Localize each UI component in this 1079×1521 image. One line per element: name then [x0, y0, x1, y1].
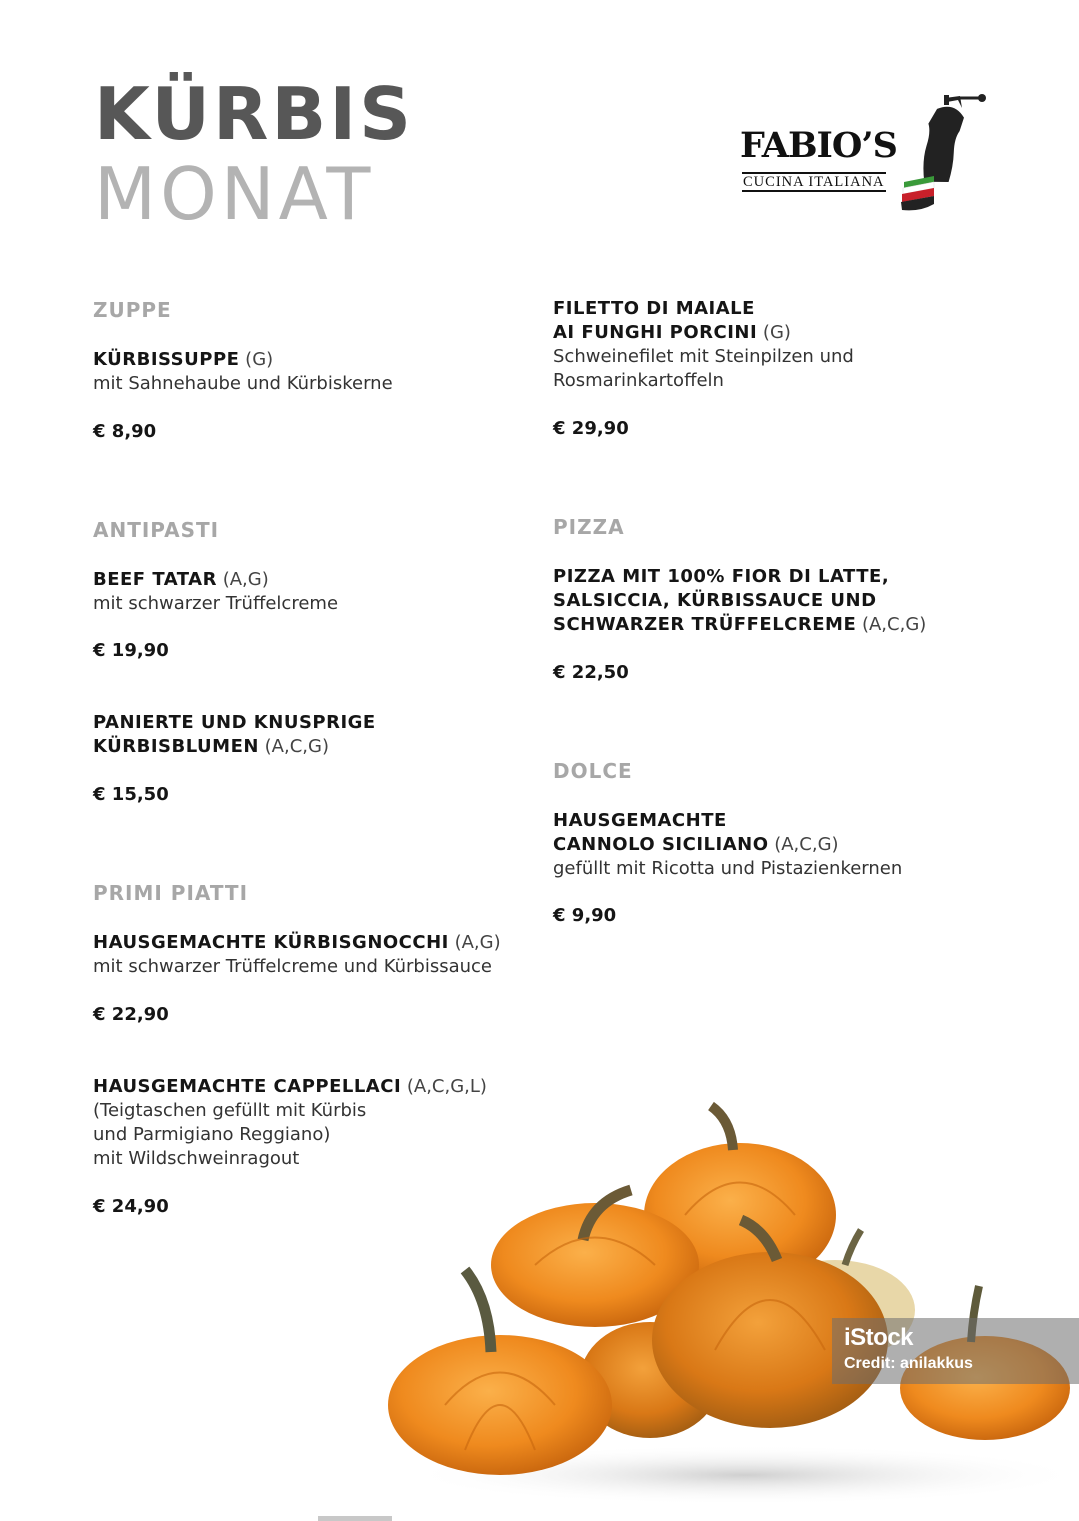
price-kuerbissuppe: € 8,90 — [93, 421, 157, 442]
menu-item-beef-tatar — [93, 568, 338, 616]
item-allergens: (A,G) — [448, 932, 501, 953]
item-name: KÜRBISSUPPE — [93, 349, 240, 370]
price-gnocchi: € 22,90 — [93, 1004, 169, 1025]
item-allergens: (G) — [239, 349, 274, 370]
item-description: mit Wildschweinragout — [93, 1148, 300, 1169]
item-description: mit Sahnehaube und Kürbiskerne — [93, 373, 393, 394]
restaurant-logo — [740, 90, 990, 215]
section-antipasti: ANTIPASTI — [93, 518, 220, 542]
price-filetto: € 29,90 — [553, 418, 629, 439]
item-name: HAUSGEMACHTE CAPPELLACI — [93, 1076, 402, 1097]
item-description: (Teigtaschen gefüllt mit Kürbis — [93, 1100, 367, 1121]
item-name: SCHWARZER TRÜFFELCREME — [553, 614, 857, 635]
item-name: HAUSGEMACHTE KÜRBISGNOCCHI — [93, 932, 449, 953]
item-name: PIZZA MIT 100% FIOR DI LATTE, — [553, 566, 890, 587]
item-allergens: (G) — [757, 322, 791, 343]
photo-credit: Credit: anilakkus — [844, 1355, 973, 1372]
item-name: PANIERTE UND KNUSPRIGE — [93, 712, 376, 733]
pumpkin-photo — [385, 1090, 1079, 1510]
price-cappellaci: € 24,90 — [93, 1196, 169, 1217]
item-description: Rosmarinkartoffeln — [553, 370, 724, 391]
section-zuppe: ZUPPE — [93, 298, 172, 322]
pepper-mill-icon — [890, 90, 990, 215]
item-allergens: (A,G) — [216, 569, 269, 590]
menu-item-kuerbisblumen — [93, 711, 376, 759]
item-allergens: (A,C,G) — [856, 614, 927, 635]
item-name: KÜRBISBLUMEN — [93, 736, 259, 757]
item-name: CANNOLO SICILIANO — [553, 834, 769, 855]
price-beef-tatar: € 19,90 — [93, 640, 169, 661]
item-description: mit schwarzer Trüffelcreme und Kürbissauce — [93, 956, 493, 977]
item-allergens: (A,C,G) — [768, 834, 839, 855]
item-description: mit schwarzer Trüffelcreme — [93, 593, 339, 614]
menu-item-gnocchi — [93, 931, 501, 979]
page-title-line1: KÜRBIS — [94, 72, 414, 156]
logo-name: FABIO’S — [740, 125, 897, 166]
page-title-line2: MONAT — [94, 152, 375, 236]
item-description: und Parmigiano Reggiano) — [93, 1124, 331, 1145]
logo-subtitle: CUCINA ITALIANA — [743, 174, 885, 190]
item-name: FILETTO DI MAIALE — [553, 298, 755, 319]
section-pizza: PIZZA — [553, 515, 625, 539]
item-description: gefüllt mit Ricotta und Pistazienkernen — [553, 858, 903, 879]
menu-item-kuerbissuppe — [93, 348, 393, 396]
istock-logo: iStock — [844, 1324, 914, 1351]
item-allergens: (A,C,G,L) — [401, 1076, 487, 1097]
menu-item-pizza — [553, 565, 926, 637]
bottom-edge-mark — [318, 1516, 392, 1521]
item-allergens: (A,C,G) — [258, 736, 329, 757]
istock-watermark — [832, 1318, 1079, 1384]
item-name: HAUSGEMACHTE — [553, 810, 727, 831]
section-dolce: DOLCE — [553, 759, 633, 783]
price-kuerbisblumen: € 15,50 — [93, 784, 169, 805]
item-name: SALSICCIA, KÜRBISSAUCE UND — [553, 590, 877, 611]
item-description: Schweinefilet mit Steinpilzen und — [553, 346, 854, 367]
item-name: BEEF TATAR — [93, 569, 217, 590]
menu-item-cannolo — [553, 809, 902, 881]
price-pizza: € 22,50 — [553, 662, 629, 683]
price-cannolo: € 9,90 — [553, 905, 617, 926]
menu-item-filetto — [553, 297, 854, 393]
item-name: AI FUNGHI PORCINI — [553, 322, 758, 343]
section-primi-piatti: PRIMI PIATTI — [93, 881, 249, 905]
